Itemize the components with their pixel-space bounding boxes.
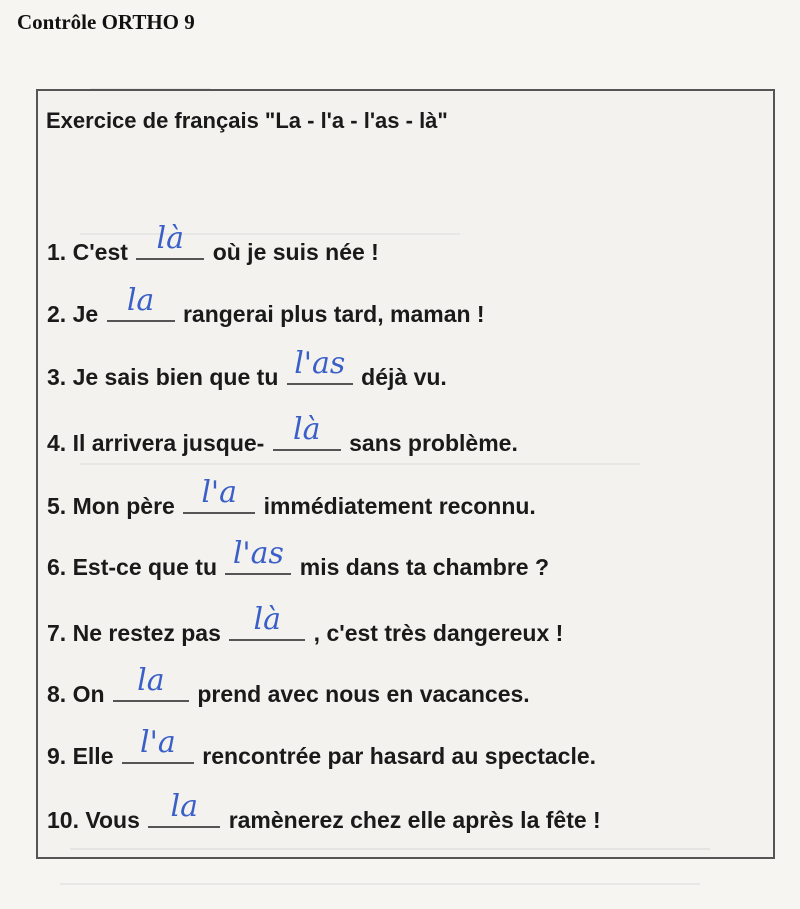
- item-text-before: Je: [72, 301, 99, 327]
- item-text-after: immédiatement reconnu.: [263, 493, 536, 519]
- exercise-line-7: [47, 602, 564, 647]
- handwritten-answer: la: [170, 789, 199, 824]
- item-number: 5.: [47, 493, 67, 519]
- item-number: 4.: [47, 430, 67, 456]
- item-text-after: où je suis née !: [212, 239, 379, 265]
- answer-blank: [225, 536, 291, 575]
- answer-blank: [183, 475, 255, 514]
- item-text-before: Elle: [72, 743, 114, 769]
- item-number: 7.: [47, 620, 67, 646]
- exercise-line-5: [47, 475, 536, 520]
- exercise-title: Exercice de français "La - l'a - l'as - là": [46, 108, 448, 133]
- item-text-after: sans problème.: [349, 430, 518, 456]
- handwritten-answer: l'as: [294, 346, 346, 381]
- item-number: 3.: [47, 364, 67, 390]
- item-number: 2.: [47, 301, 67, 327]
- item-text-after: ramènerez chez elle après la fête !: [228, 807, 601, 833]
- handwritten-answer: la: [137, 663, 165, 698]
- answer-blank: [122, 725, 194, 764]
- item-text-after: rangerai plus tard, maman !: [182, 301, 485, 327]
- handwritten-answer: l'a: [201, 475, 238, 510]
- exercise-line-3: [47, 346, 447, 391]
- exercise-line-1: [47, 221, 379, 266]
- answer-blank: [273, 412, 341, 451]
- item-text-after: déjà vu.: [361, 364, 447, 390]
- exercise-line-8: [47, 663, 530, 708]
- answer-blank: [229, 602, 305, 641]
- item-text-before: Je sais bien que tu: [72, 364, 279, 390]
- item-text-before: Mon père: [72, 493, 175, 519]
- item-text-before: Il arrivera jusque-: [72, 430, 265, 456]
- answer-blank: [107, 283, 175, 322]
- item-number: 9.: [47, 743, 67, 769]
- handwritten-answer: l'as: [232, 536, 284, 571]
- exercise-line-10: [47, 789, 601, 834]
- handwritten-answer: là: [292, 412, 321, 447]
- handwritten-answer: là: [156, 221, 185, 256]
- exercise-line-9: [47, 725, 597, 770]
- item-number: 10.: [47, 807, 79, 833]
- item-text-after: , c'est très dangereux !: [313, 620, 564, 646]
- handwritten-answer: là: [253, 602, 282, 637]
- item-text-before: On: [72, 681, 105, 707]
- exercise-line-4: [47, 412, 518, 457]
- bleed-through-mark: [60, 875, 700, 885]
- exercise-line-2: [47, 283, 485, 328]
- answer-blank: [136, 221, 204, 260]
- item-text-before: C'est: [72, 239, 128, 265]
- item-text-before: Est-ce que tu: [72, 554, 217, 580]
- handwritten-answer: la: [126, 283, 155, 318]
- handwritten-answer: l'a: [140, 725, 176, 760]
- item-text-before: Vous: [85, 807, 140, 833]
- item-text-before: Ne restez pas: [72, 620, 221, 646]
- item-number: 6.: [47, 554, 67, 580]
- answer-blank: [287, 346, 353, 385]
- item-number: 1.: [47, 239, 67, 265]
- exercise-line-6: [47, 536, 550, 581]
- item-text-after: prend avec nous en vacances.: [197, 681, 530, 707]
- page-title: Contrôle ORTHO 9: [17, 10, 195, 34]
- item-number: 8.: [47, 681, 67, 707]
- answer-blank: [113, 663, 189, 702]
- item-text-after: mis dans ta chambre ?: [299, 554, 550, 580]
- answer-blank: [148, 789, 220, 828]
- item-text-after: rencontrée par hasard au spectacle.: [202, 743, 597, 769]
